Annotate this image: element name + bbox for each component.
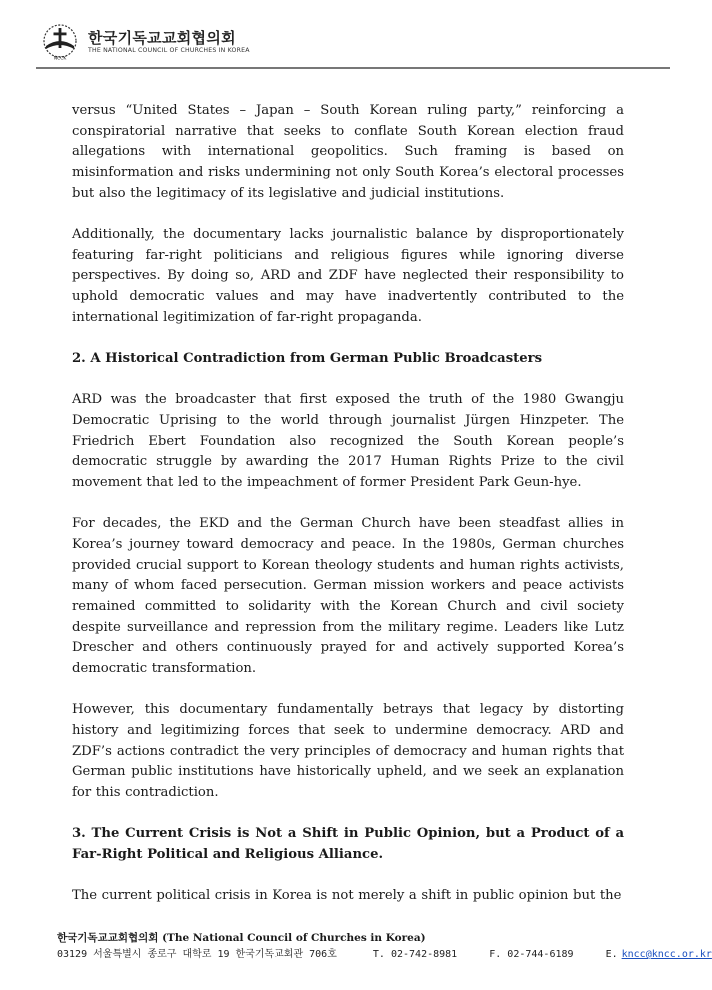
footer-contact: [57, 948, 712, 962]
paragraph: However, this documentary fundamentally betrays that legacy by distorting history and legitimizing forces that seek to undermine democracy. ARD and ZDF’s actions contradict the very principles of democracy and human rights that German public institutions have historically upheld, and we seek an explanation for this contradiction.: [72, 702, 624, 801]
footer-email-prefix: E.: [605, 949, 618, 960]
letterhead: [40, 20, 680, 70]
footer-email-link[interactable]: kncc@kncc.or.kr: [621, 949, 712, 960]
section-heading-2: 2. A Historical Contradiction from German Public Broadcasters: [72, 351, 543, 367]
section-heading-3: 3. The Current Crisis is Not a Shift in Public Opinion, but a Product of a Far-Right Political and Religious Alliance.: [72, 826, 624, 863]
logo-caption: NCCK: [53, 56, 67, 62]
footer-address: 03129 서울특별시 종로구 대학로 19 한국기독교회관 706호: [57, 949, 337, 960]
paragraph: The current political crisis in Korea is not merely a shift in public opinion but the: [72, 888, 622, 904]
document-body: [72, 101, 624, 928]
page-footer: [57, 931, 712, 962]
paragraph: ARD was the broadcaster that first exposed the truth of the 1980 Gwangju Democratic Uprising to the world through journalist Jürgen Hinzpeter. The Friedrich Ebert Foundation also recognized the South Korean people’s democratic struggle by awarding the 2017 Human Rights Prize to the civil movement that led to the impeachment of former President Park Geun-hye.: [72, 392, 624, 491]
ncck-logo-icon: [40, 22, 80, 62]
footer-org-name: 한국기독교교회협의회 (The National Council of Churches in Korea): [57, 932, 426, 944]
paragraph: Additionally, the documentary lacks journalistic balance by disproportionately featuring far-right politicians and religious figures while ignoring diverse perspectives. By doing so, ARD and ZDF have neglected their responsibility to uphold democratic values and may have inadvertently contributed to the international legitimization of far-right propaganda.: [72, 227, 624, 325]
header-divider: [36, 67, 670, 69]
paragraph: For decades, the EKD and the German Church have been steadfast allies in Korea’s journey toward democracy and peace. In the 1980s, German churches provided crucial support to Korean theology students and human rights activists, many of whom faced persecution. German mission workers and peace activists remained committed to solidarity with the Korean Church and civil society despite surveillance and repression from the military regime. Leaders like Lutz Drescher and others continuously prayed for and actively supported Korea’s democratic transformation.: [72, 516, 624, 677]
footer-phone: T. 02-742-8981: [372, 949, 458, 960]
footer-fax: F. 02-744-6189: [489, 949, 574, 960]
org-name-korean: 한국기독교교회협의회: [88, 29, 236, 47]
org-name-english: THE NATIONAL COUNCIL OF CHURCHES IN KOREA: [88, 47, 250, 54]
paragraph: versus “United States – Japan – South Korean ruling party,” reinforcing a conspiratorial narrative that seeks to conflate South Korean election fraud allegations with international geopolitics. Such framing is based on misinformation and risks undermining not only South Korea’s electoral processes but also the legitimacy of its legislative and judicial institutions.: [72, 103, 624, 201]
